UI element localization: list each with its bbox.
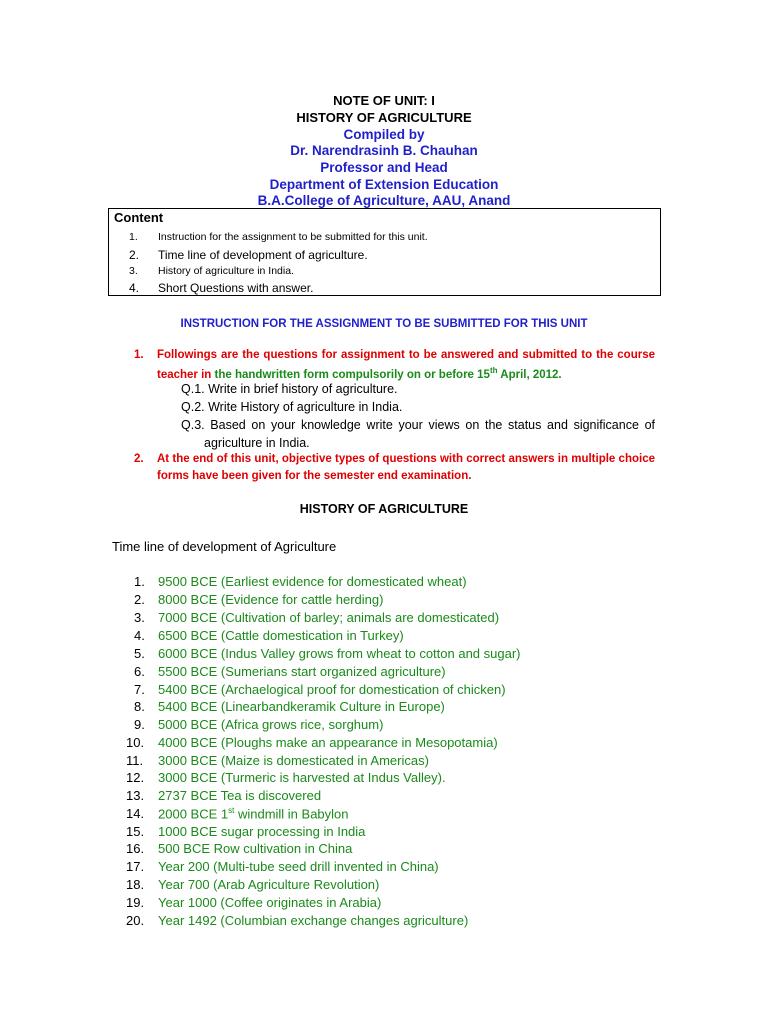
timeline-text: 5500 BCE (Sumerians start organized agriculture) <box>158 664 446 679</box>
timeline-number: 9. <box>134 717 145 732</box>
question-1: Q.1. Write in brief history of agriculture. <box>181 382 398 396</box>
timeline-item <box>126 859 439 874</box>
timeline-number: 6. <box>134 664 145 679</box>
timeline-text: 500 BCE Row cultivation in China <box>158 841 353 856</box>
timeline-text: 5400 BCE (Linearbandkeramik Culture in Europe) <box>158 699 445 714</box>
timeline-item <box>126 877 379 892</box>
content-item-text: Instruction for the assignment to be submitted for this unit. <box>158 231 428 243</box>
timeline-text: 7000 BCE (Cultivation of barley; animals are domesticated) <box>158 610 500 625</box>
timeline-text: 8000 BCE (Evidence for cattle herding) <box>158 592 384 607</box>
timeline-item <box>126 735 498 750</box>
timeline-number: 15. <box>126 824 145 839</box>
timeline-item <box>126 841 352 856</box>
timeline-item <box>126 913 468 928</box>
timeline-text: Year 700 (Arab Agriculture Revolution) <box>158 877 380 892</box>
unit-note: NOTE OF UNIT: I <box>333 93 435 108</box>
timeline-number: 3. <box>134 610 145 625</box>
timeline-item <box>126 824 365 839</box>
timeline-item <box>126 895 381 910</box>
content-item-text: Time line of development of agriculture. <box>158 248 368 262</box>
timeline-item <box>134 628 404 643</box>
timeline-text: 6000 BCE (Indus Valley grows from wheat to cotton and sugar) <box>158 646 521 661</box>
timeline-text: 9500 BCE (Earliest evidence for domesticated wheat) <box>158 574 467 589</box>
instruction-deadline <box>157 366 562 381</box>
content-item <box>129 265 294 277</box>
timeline-number: 8. <box>134 699 145 714</box>
content-item <box>129 248 368 262</box>
content-item <box>129 231 428 243</box>
timeline-text: 2737 BCE Tea is discovered <box>158 788 322 803</box>
instruction-item-text: At the end of this unit, objective types of questions with correct answers in multiple choice <box>157 453 655 465</box>
timeline-subheading: Time line of development of Agriculture <box>112 539 337 554</box>
question-3: Q.3. Based on your knowledge write your views on the status and significance of <box>181 418 655 432</box>
document-title: HISTORY OF AGRICULTURE <box>296 110 472 125</box>
timeline-item <box>126 806 349 821</box>
timeline-number: 20. <box>126 913 145 928</box>
timeline-text: Year 200 (Multi-tube seed drill invented in China) <box>158 859 439 874</box>
deadline-sup: th <box>489 366 498 375</box>
question-3-continued: agriculture in India. <box>204 436 310 450</box>
timeline-text: 2000 BCE 1 <box>158 806 229 822</box>
content-box <box>108 208 661 296</box>
timeline-item <box>126 770 446 785</box>
timeline-text: 1000 BCE sugar processing in India <box>158 824 366 839</box>
timeline-number: 1. <box>134 574 145 589</box>
deadline-text: the handwritten form compulsorily on or before 15 <box>214 368 490 381</box>
timeline-number: 10. <box>126 735 145 750</box>
question-2: Q.2. Write History of agriculture in India. <box>181 400 403 414</box>
timeline-item <box>134 646 521 661</box>
timeline-text: 3000 BCE (Turmeric is harvested at Indus Valley). <box>158 770 446 785</box>
timeline-item <box>134 610 499 625</box>
deadline-prefix: teacher in <box>157 368 215 381</box>
content-item-number: 4. <box>129 281 140 295</box>
timeline-number: 2. <box>134 592 145 607</box>
section-heading: HISTORY OF AGRICULTURE <box>299 502 469 516</box>
timeline-number: 11. <box>126 753 144 768</box>
department-name: Department of Extension Education <box>269 177 499 192</box>
instruction-heading: INSTRUCTION FOR THE ASSIGNMENT TO BE SUBMITTED FOR THIS UNIT <box>180 318 588 330</box>
content-item-text: History of agriculture in India. <box>158 265 294 277</box>
author-position: Professor and Head <box>320 160 448 175</box>
timeline-item <box>134 717 383 732</box>
college-name: B.A.College of Agriculture, AAU, Anand <box>257 193 511 208</box>
content-heading: Content <box>114 210 164 225</box>
timeline-item <box>134 664 446 679</box>
instruction-item-text: Followings are the questions for assignment to be answered and submitted to the course <box>157 349 655 361</box>
timeline-number: 4. <box>134 628 145 643</box>
timeline-item <box>134 682 506 697</box>
timeline-text: 5400 BCE (Archaelogical proof for domestication of chicken) <box>158 682 506 697</box>
content-item-number: 2. <box>129 248 140 262</box>
content-item-number: 3. <box>129 265 138 277</box>
content-item-text: Short Questions with answer. <box>158 281 314 295</box>
timeline-item <box>126 788 321 803</box>
timeline-number: 14. <box>126 806 145 822</box>
compiled-by: Compiled by <box>343 127 425 142</box>
timeline-sup: st <box>228 806 235 815</box>
timeline-number: 12. <box>126 770 145 785</box>
timeline-number: 16. <box>126 841 145 856</box>
timeline-number: 7. <box>134 682 145 697</box>
author-name: Dr. Narendrasinh B. Chauhan <box>290 143 478 158</box>
instruction-item-number: 2. <box>134 453 144 465</box>
timeline-text-suffix: windmill in Babylon <box>234 806 349 822</box>
timeline-item <box>126 753 429 768</box>
timeline-number: 13. <box>126 788 145 803</box>
content-item-number: 1. <box>129 231 138 243</box>
timeline-number: 19. <box>126 895 145 910</box>
content-item <box>129 281 313 295</box>
timeline-number: 18. <box>126 877 145 892</box>
timeline-text: Year 1492 (Columbian exchange changes agriculture) <box>158 913 469 928</box>
deadline-date: April, 2012. <box>497 368 562 381</box>
instruction-item-text-continued: forms have been given for the semester end examination. <box>157 470 472 482</box>
timeline-item <box>134 699 445 714</box>
timeline-text: 5000 BCE (Africa grows rice, sorghum) <box>158 717 384 732</box>
timeline-item <box>134 574 467 589</box>
timeline-item <box>134 592 383 607</box>
timeline-text: 4000 BCE (Ploughs make an appearance in Mesopotamia) <box>158 735 498 750</box>
timeline-text: Year 1000 (Coffee originates in Arabia) <box>158 895 382 910</box>
timeline-text: 6500 BCE (Cattle domestication in Turkey) <box>158 628 404 643</box>
timeline-number: 5. <box>134 646 145 661</box>
timeline-text: 3000 BCE (Maize is domesticated in Americas) <box>158 753 429 768</box>
instruction-item-number: 1. <box>134 349 144 361</box>
timeline-number: 17. <box>126 859 145 874</box>
